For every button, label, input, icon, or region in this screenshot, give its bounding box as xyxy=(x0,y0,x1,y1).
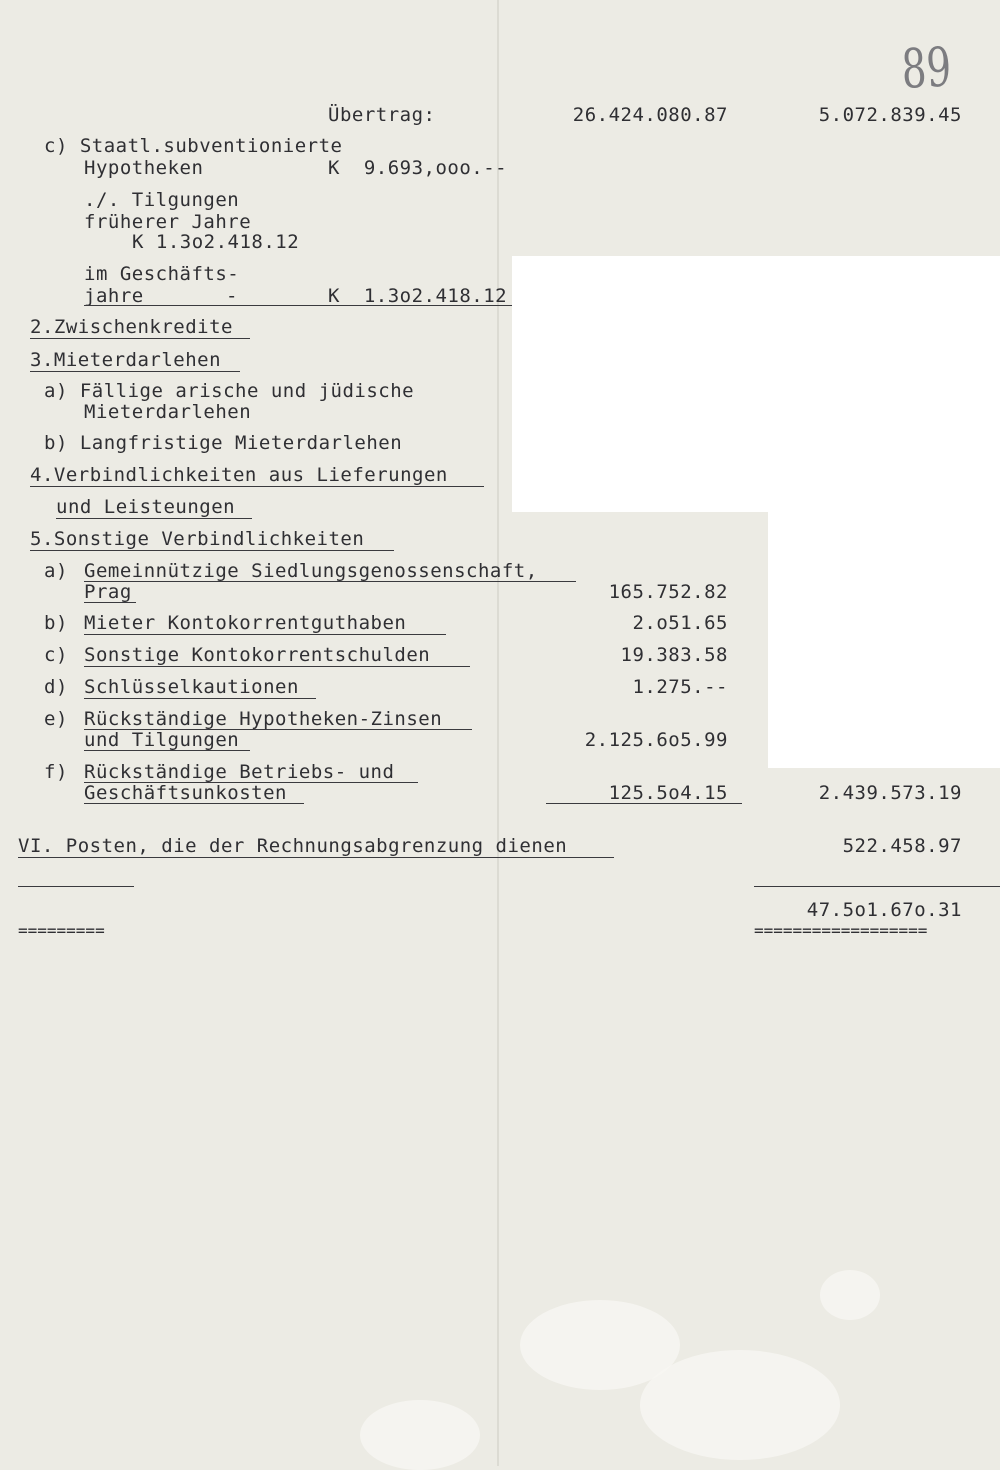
underline xyxy=(30,338,250,339)
repayments-label: ./. Tilgungen xyxy=(84,189,240,211)
item-label: Schlüsselkautionen xyxy=(84,676,299,698)
item-amount: 19.383.58 xyxy=(620,644,728,666)
carry-label: Übertrag: xyxy=(328,104,436,126)
folio-number: 89 xyxy=(900,35,953,101)
total-rule-right xyxy=(754,886,1000,887)
repayments-prior-label: früherer Jahre xyxy=(84,211,252,233)
accruals-amount: 522.458.97 xyxy=(842,835,962,857)
section-tenant-loans: 3.Mieterdarlehen xyxy=(30,349,222,371)
tenant-loans-long-term: b) Langfristige Mieterdarlehen xyxy=(44,432,403,454)
section-deliveries: 4.Verbindlichkeiten aus Lieferungen xyxy=(30,464,448,486)
carry-amount-1: 26.424.080.87 xyxy=(572,104,728,126)
paper-stain xyxy=(360,1400,480,1470)
paper-stain xyxy=(640,1350,840,1460)
item-label: Sonstige Kontokorrentschulden xyxy=(84,644,431,666)
underline xyxy=(84,698,316,699)
item-letter: f) xyxy=(44,761,68,783)
double-rule-right: ================== xyxy=(754,921,928,940)
underline xyxy=(18,857,614,858)
section-deliveries-2: und Leisteungen xyxy=(56,496,236,518)
mortgage-heading-2: Hypotheken xyxy=(84,157,204,179)
grand-total: 47.5o1.67o.31 xyxy=(806,899,962,921)
item-label: Mieter Kontokorrentguthaben xyxy=(84,612,407,634)
underline xyxy=(84,803,304,804)
redaction-block xyxy=(512,256,1000,512)
item-label: Gemeinnützige Siedlungsgenossenschaft, xyxy=(84,560,538,582)
mortgage-amount: K 9.693,ooo.-- xyxy=(328,157,508,179)
section-other-liabilities: 5.Sonstige Verbindlichkeiten xyxy=(30,528,365,550)
item-amount: 2.o51.65 xyxy=(632,612,728,634)
total-rule-left xyxy=(18,886,134,887)
underline xyxy=(84,602,136,603)
current-year-amount: K 1.3o2.418.12 xyxy=(328,285,508,307)
item-label-2: Geschäftsunkosten xyxy=(84,782,287,804)
item-amount: 1.275.-- xyxy=(632,676,728,698)
redaction-block xyxy=(768,512,1000,768)
tenant-loans-due: a) Fällige arische und jüdische xyxy=(44,380,415,402)
item-letter: d) xyxy=(44,676,68,698)
underline xyxy=(56,518,252,519)
repayments-prior-amount: K 1.3o2.418.12 xyxy=(132,231,300,253)
underline xyxy=(84,666,470,667)
item-letter: e) xyxy=(44,708,68,730)
underline xyxy=(30,550,394,551)
underline xyxy=(84,634,446,635)
underline xyxy=(30,486,484,487)
double-rule-left: ========= xyxy=(18,921,105,940)
item-letter: b) xyxy=(44,612,68,634)
underline xyxy=(546,803,742,804)
tenant-loans-due-2: Mieterdarlehen xyxy=(84,401,252,423)
mortgage-heading: c) Staatl.subventionierte xyxy=(44,135,343,157)
current-year-label-2: jahre xyxy=(84,285,144,307)
underline xyxy=(84,305,514,306)
underline xyxy=(30,371,240,372)
section-5-total: 2.439.573.19 xyxy=(818,782,962,804)
item-amount: 125.5o4.15 xyxy=(608,782,728,804)
paper-fold xyxy=(497,0,499,1466)
item-amount: 2.125.6o5.99 xyxy=(584,729,728,751)
underline xyxy=(84,581,576,582)
item-label: Rückständige Betriebs- und xyxy=(84,761,395,783)
item-label-2: Prag xyxy=(84,581,132,603)
paper-stain xyxy=(820,1270,880,1320)
underline xyxy=(84,750,250,751)
section-interim-credits: 2.Zwischenkredite xyxy=(30,316,233,338)
current-year-dash: - xyxy=(226,285,238,307)
item-label-2: und Tilgungen xyxy=(84,729,240,751)
item-letter: a) xyxy=(44,560,68,582)
item-label: Rückständige Hypotheken-Zinsen xyxy=(84,708,443,730)
item-letter: c) xyxy=(44,644,68,666)
carry-amount-2: 5.072.839.45 xyxy=(818,104,962,126)
accruals-label: VI. Posten, die der Rechnungsabgrenzung dienen xyxy=(18,835,568,857)
item-amount: 165.752.82 xyxy=(608,581,728,603)
current-year-label: im Geschäfts- xyxy=(84,263,240,285)
